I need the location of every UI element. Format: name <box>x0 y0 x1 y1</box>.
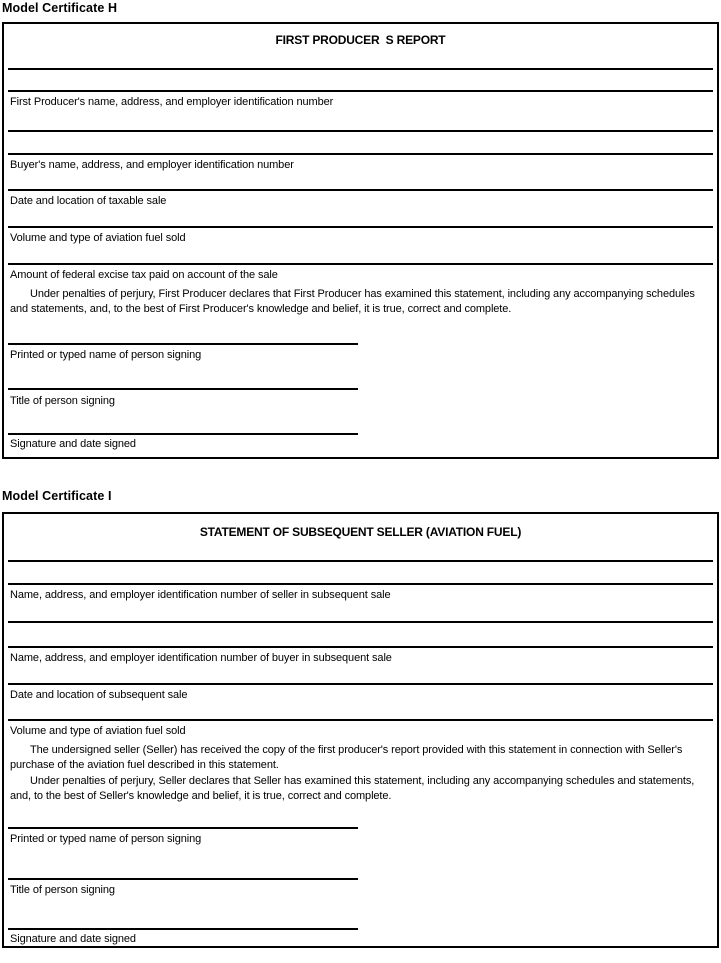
perjury-declaration: Under penalties of perjury, Seller declares that Seller has examined this statement, including any accompanying schedules and statements, and, to the best of Seller's knowledge and belief, it is true, correct and complete. <box>10 775 695 802</box>
fill-in-line <box>8 90 713 92</box>
signature-line <box>8 878 358 880</box>
signature-line <box>8 928 358 930</box>
certificate-i-form <box>2 512 719 948</box>
fill-in-line <box>8 583 713 585</box>
field-label-seller: Name, address, and employer identification number of seller in subsequent sale <box>10 589 391 601</box>
certificate-i-heading: Model Certificate I <box>2 489 112 503</box>
field-label-excise-tax: Amount of federal excise tax paid on account of the sale <box>10 269 278 281</box>
field-label-date-location-subsequent: Date and location of subsequent sale <box>10 689 188 701</box>
fill-in-line <box>8 719 713 721</box>
certificate-h-heading: Model Certificate H <box>2 1 118 15</box>
field-label-buyer: Buyer's name, address, and employer identification number <box>10 159 294 171</box>
field-label-first-producer: First Producer's name, address, and employer identification number <box>10 96 334 108</box>
signature-label-printed-name: Printed or typed name of person signing <box>10 349 202 361</box>
field-label-volume-type: Volume and type of aviation fuel sold <box>10 725 186 737</box>
fill-in-line <box>8 683 713 685</box>
signature-label-signature-date: Signature and date signed <box>10 933 136 945</box>
fill-in-line <box>8 153 713 155</box>
received-copy-statement: The undersigned seller (Seller) has received the copy of the first producer's report provided with this statement in connection with Seller's purchase of the aviation fuel described in this statement. <box>10 744 683 771</box>
signature-line <box>8 827 358 829</box>
fill-in-line <box>8 226 713 228</box>
signature-label-signature-date: Signature and date signed <box>10 438 136 450</box>
fill-in-line <box>8 68 713 70</box>
signature-line <box>8 388 358 390</box>
signature-line <box>8 433 358 435</box>
field-label-buyer-subsequent: Name, address, and employer identification number of buyer in subsequent sale <box>10 652 392 664</box>
fill-in-line <box>8 189 713 191</box>
signature-label-printed-name: Printed or typed name of person signing <box>10 833 202 845</box>
certificate-h-form <box>2 22 719 459</box>
signature-label-title: Title of person signing <box>10 884 115 896</box>
fill-in-line <box>8 130 713 132</box>
fill-in-line <box>8 560 713 562</box>
field-label-volume-type: Volume and type of aviation fuel sold <box>10 232 186 244</box>
signature-label-title: Title of person signing <box>10 395 115 407</box>
certificate-h-title: FIRST PRODUCER S REPORT <box>275 33 446 47</box>
signature-line <box>8 343 358 345</box>
fill-in-line <box>8 646 713 648</box>
certificate-i-title: STATEMENT OF SUBSEQUENT SELLER (AVIATION FUEL) <box>199 525 522 539</box>
field-label-date-location: Date and location of taxable sale <box>10 195 167 207</box>
fill-in-line <box>8 263 713 265</box>
perjury-declaration: Under penalties of perjury, First Producer declares that First Producer has examined this statement, including any accompanying schedules and statements, and, to the best of First Producer's knowledge and belief, it is true, correct and complete. <box>10 288 695 315</box>
fill-in-line <box>8 621 713 623</box>
